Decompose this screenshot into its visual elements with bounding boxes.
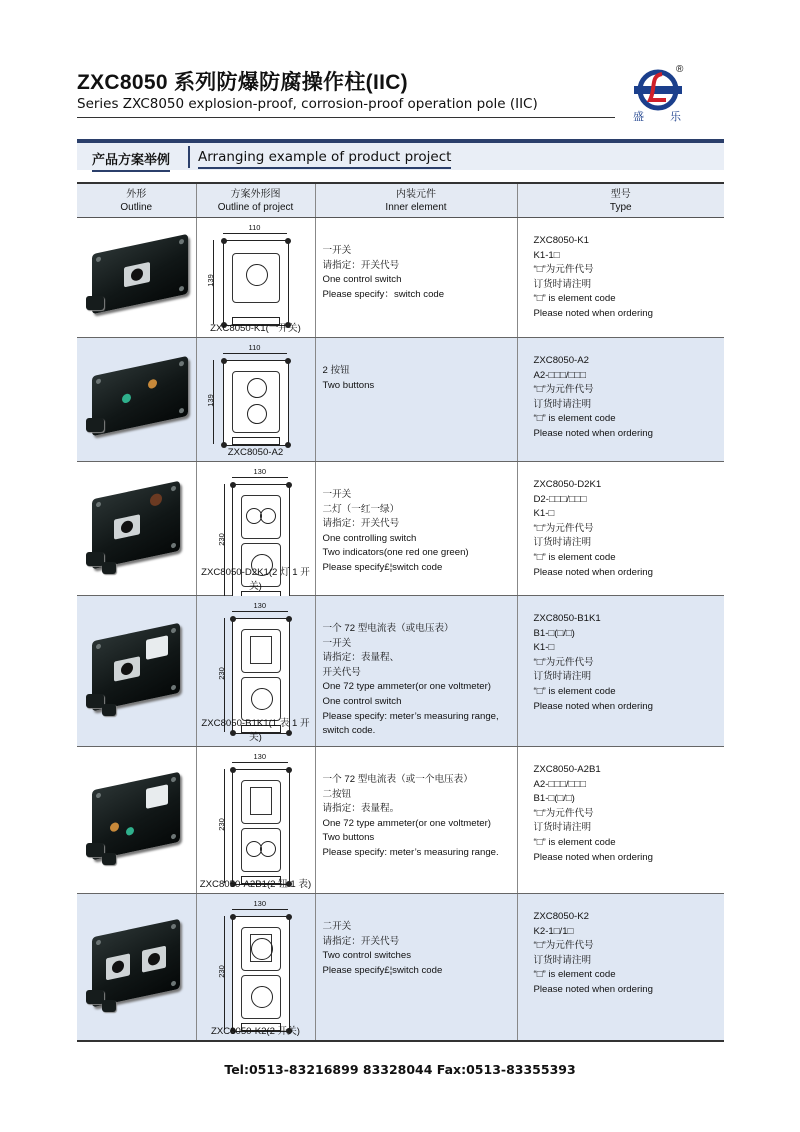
bolt-icon [179,361,184,367]
type-text [534,234,725,322]
type-text [534,612,725,714]
screw-icon [230,767,236,773]
screw-icon [221,358,227,364]
inner-element-line: Please specify: meter’s measuring range, [322,710,499,722]
lower-window [241,975,281,1019]
inner-element-cell [315,894,517,1042]
meter-face-icon [146,784,168,809]
type-line: K1-1□ [533,249,560,261]
type-line: “□” is element code [533,413,616,425]
type-line: K1-□ [533,642,555,654]
inner-element-cell [315,462,517,596]
drawing-caption: ZXC8050-K2(2 开关) [210,1026,301,1037]
type-line: Please noted when ordering [533,307,653,319]
model-number: ZXC8050-A2B1 [533,764,601,775]
outline-drawing-cell [196,596,315,747]
bolt-icon [171,923,176,929]
green-button-icon [126,826,134,836]
enclosure-photo [92,623,180,712]
type-line: A2-□□□/□□□ [533,778,586,790]
enclosure-photo [92,356,188,436]
inner-element-line: 二开关 [322,921,352,932]
type-cell [517,462,724,596]
screw-icon [230,914,236,920]
outline-photo-cell [77,218,196,338]
switch-knob-icon [131,267,143,282]
height-dimension: 139 [205,274,215,287]
table-row [77,462,724,596]
bolt-icon [96,939,101,945]
col-header-inner-element: 内装元件 Inner element [315,183,517,218]
button-icon [260,841,276,857]
bolt-icon [179,286,184,292]
width-dimension: 130 [253,752,267,761]
inner-element-line: 开关代号 [322,666,361,678]
inner-element-text [323,244,517,302]
switch-knob-icon [148,952,160,967]
inner-element-cell [315,596,517,747]
model-number: ZXC8050-B1K1 [533,613,601,624]
upper-window [241,927,281,971]
type-line: 订货时请注明 [533,398,592,410]
contact-footer: Tel:0513-83216899 83328044 Fax:0513-83355393 [224,1062,576,1077]
width-dimension: 130 [253,601,267,610]
drawing-body [223,360,289,446]
drawing-caption: ZXC8050-K1(一开关) [210,323,301,334]
type-line: Please noted when ordering [533,566,653,578]
screw-icon [286,914,292,920]
type-line: “□”为元件代号 [533,384,594,396]
drawing-caption: ZXC8050-B1K1(1 表 1 开关) [201,718,310,743]
type-line: “□” is element code [533,836,616,848]
switch-dial-icon [251,688,273,710]
inner-element-line: 二灯（一红一绿） [322,503,400,515]
section-separator [188,146,190,168]
type-line: “□”为元件代号 [533,940,594,952]
height-dimension: 230 [216,667,226,680]
cable-gland-icon [102,562,116,574]
model-number: ZXC8050-K2 [533,911,589,922]
type-cell [517,338,724,462]
type-line: 订货时请注明 [533,671,592,683]
bolt-icon [96,256,101,262]
title-rule [77,117,615,118]
drawing-body [232,916,290,1032]
inner-element-line: Please specify£¦switch code [322,964,443,976]
button-icon [247,378,267,398]
table-row [77,218,724,338]
table-row [77,747,724,894]
drawing-body [223,240,289,326]
type-line: K2-1□/1□ [533,925,574,937]
bolt-icon [171,776,176,782]
switch-window [232,253,280,303]
width-dimension-line [232,611,288,612]
table-row [77,338,724,462]
indicator-lamp-icon [150,492,162,507]
meter-window-icon [250,636,272,664]
type-text [534,763,725,865]
width-dimension: 110 [248,343,261,352]
cable-gland-icon [102,853,116,865]
inner-element-line: Two buttons [322,379,375,391]
inner-element-line: Two indicators(one red one green) [322,547,469,559]
outline-photo-cell [77,894,196,1042]
type-line: D2-□□□/□□□ [533,493,587,505]
inner-element-line: 请指定：开关代号 [322,259,400,271]
width-dimension: 130 [253,899,267,908]
inner-element-text [323,773,517,861]
screw-icon [285,358,291,364]
bolt-icon [96,501,101,507]
enclosure-photo [92,234,188,314]
outline-photo-cell [77,596,196,747]
width-dimension-line [232,762,288,763]
registered-mark: ® [676,64,684,75]
type-line: 订货时请注明 [533,954,592,966]
inner-element-text [323,488,517,576]
switch-plate [114,656,140,682]
cable-gland-icon [102,704,116,716]
screw-icon [221,238,227,244]
model-number: ZXC8050-D2K1 [533,479,602,490]
screw-icon [286,767,292,773]
upper-window [241,780,281,824]
inner-element-line: One 72 type ammeter(or one voltmeter) [322,681,491,693]
page-subtitle: Series ZXC8050 explosion-proof, corrosion-proof operation pole (IIC) [77,96,538,112]
cable-gland-icon [86,296,104,310]
type-line: B1-□(□/□) [533,627,575,639]
orange-button-icon [148,378,157,389]
mounting-foot [232,437,280,445]
width-dimension-line [223,353,287,354]
type-line: “□” is element code [533,969,616,981]
inner-element-line: 请指定：开关代号 [322,518,400,530]
type-cell [517,747,724,894]
switch-plate [142,946,166,973]
col-header-outline: 外形 Outline [77,183,196,218]
col-header-outline-of-project: 方案外形图 Outline of project [196,183,315,218]
meter-window-icon [250,787,272,815]
type-text [534,478,725,580]
screw-icon [286,616,292,622]
bolt-icon [179,239,184,245]
indicator-lamp-icon [260,508,276,524]
inner-element-line: Two buttons [322,832,375,844]
model-number: ZXC8050-A2 [533,355,589,366]
model-number: ZXC8050-K1 [533,235,589,246]
type-line: “□” is element code [533,685,616,697]
screw-icon [285,238,291,244]
upper-window [241,629,281,673]
drawing-caption: ZXC8050-A2 [227,447,284,458]
table-row [77,894,724,1042]
type-line: Please noted when ordering [533,851,653,863]
inner-element-text [323,364,517,393]
outline-photo-cell [77,747,196,894]
inner-element-text [323,920,517,978]
bolt-icon [179,408,184,414]
inner-element-line: 请指定：表量程、 [322,652,400,664]
inner-element-line: 二按钮 [322,788,352,800]
type-line: Please noted when ordering [533,427,653,439]
type-cell [517,218,724,338]
outline-drawing [205,223,297,326]
inner-element-line: 一开关 [322,489,352,500]
inner-element-line: Please specify：switch code [322,288,445,300]
inner-element-line: One controlling switch [322,532,417,544]
outline-drawing-cell [196,462,315,596]
drawing-caption: ZXC8050-A2B1(2 钮 1 表) [199,879,312,890]
inner-element-line: One control switch [322,274,402,286]
inner-element-line: 2 按钮 [322,365,350,376]
inner-element-cell [315,338,517,462]
lower-window [241,828,281,872]
inner-element-cell [315,218,517,338]
bolt-icon [96,792,101,798]
type-line: Please noted when ordering [533,983,653,995]
type-cell [517,894,724,1042]
inner-element-line: 一开关 [322,637,352,649]
outline-drawing-cell [196,747,315,894]
bolt-icon [171,833,176,839]
width-dimension: 130 [253,467,267,476]
outline-drawing [216,752,300,885]
outline-drawing-cell [196,218,315,338]
drawing-caption: ZXC8050-D2K1(2 灯 1 开关) [201,567,310,592]
section-title-en: Arranging example of product project [198,149,451,169]
green-button-icon [122,393,131,404]
height-dimension: 230 [216,965,226,978]
switch-plate [114,514,140,540]
bolt-icon [96,378,101,384]
orange-button-icon [110,822,119,833]
outline-drawing [205,343,297,446]
product-table [77,182,724,1042]
inner-element-line: switch code. [322,725,376,737]
table-row [77,596,724,747]
col-header-type: 型号 Type [517,183,724,218]
type-cell [517,596,724,747]
type-line: A2-□□□/□□□ [533,369,586,381]
bolt-icon [171,684,176,690]
switch-plate [124,262,150,288]
cable-gland-icon [86,418,104,432]
section-header [77,139,724,170]
inner-element-line: Please specify: meter’s measuring range. [322,846,499,858]
switch-plate [106,953,130,980]
drawing-body [232,769,290,885]
inner-element-line: One 72 type ammeter(or one voltmeter) [322,817,491,829]
bolt-icon [171,542,176,548]
enclosure-photo [92,772,180,861]
inner-element-line: 一个 72 型电流表（或一个电压表） [322,774,473,785]
section-title-cn: 产品方案举例 [92,149,170,172]
bolt-icon [171,980,176,986]
bolt-icon [171,627,176,633]
width-dimension-line [232,909,288,910]
bolt-icon [171,485,176,491]
inner-element-line: One control switch [322,695,402,707]
type-line: 订货时请注明 [533,822,592,834]
switch-dial-icon [251,986,273,1008]
type-line: Please noted when ordering [533,700,653,712]
type-line: “□”为元件代号 [533,656,594,668]
inner-element-line: 请指定：表量程。 [322,803,400,815]
width-dimension-line [232,477,288,478]
screw-icon [230,616,236,622]
type-line: K1-□ [533,508,555,520]
button-panel [232,371,280,433]
page-title: ZXC8050 系列防爆防腐操作柱(IIC) [77,71,408,94]
type-line: “□”为元件代号 [533,264,594,276]
type-line: “□” is element code [533,551,616,563]
height-dimension: 230 [216,818,226,831]
height-dimension: 139 [205,394,215,407]
bolt-icon [96,643,101,649]
type-line: “□” is element code [533,293,616,305]
type-text [534,354,725,442]
type-line: 订货时请注明 [533,278,592,290]
inner-element-line: Two control switches [322,950,412,962]
width-dimension: 110 [248,223,261,232]
inner-element-line: 请指定：开关代号 [322,935,400,947]
logo-char-2: 乐 [670,111,681,123]
button-icon [247,404,267,424]
cable-gland-icon [102,1000,116,1012]
table-header-row [77,183,724,218]
screw-icon [230,482,236,488]
type-line: “□”为元件代号 [533,807,594,819]
inner-element-line: 一开关 [322,245,352,256]
height-dimension: 230 [216,533,226,546]
logo-char-1: 盛 [633,111,644,123]
width-dimension-line [223,233,287,234]
inner-element-line: 一个 72 型电流表（或电压表） [322,623,454,634]
switch-dial-icon [251,938,273,960]
type-text [534,910,725,998]
screw-icon [286,482,292,488]
type-line: B1-□(□/□) [533,793,575,805]
enclosure-photo [92,481,180,570]
outline-photo-cell [77,462,196,596]
switch-dial-icon [246,264,268,286]
switch-knob-icon [121,520,133,535]
type-line: 订货时请注明 [533,537,592,549]
inner-element-text [323,622,517,739]
enclosure-photo [92,919,180,1008]
inner-element-line: Please specify£¦switch code [322,561,443,573]
switch-knob-icon [112,960,124,975]
outline-photo-cell [77,338,196,462]
inner-element-cell [315,747,517,894]
outline-drawing-cell [196,338,315,462]
type-line: “□”为元件代号 [533,522,594,534]
meter-face-icon [146,635,168,660]
switch-knob-icon [121,662,133,677]
upper-window [241,495,281,539]
outline-drawing-cell [196,894,315,1042]
